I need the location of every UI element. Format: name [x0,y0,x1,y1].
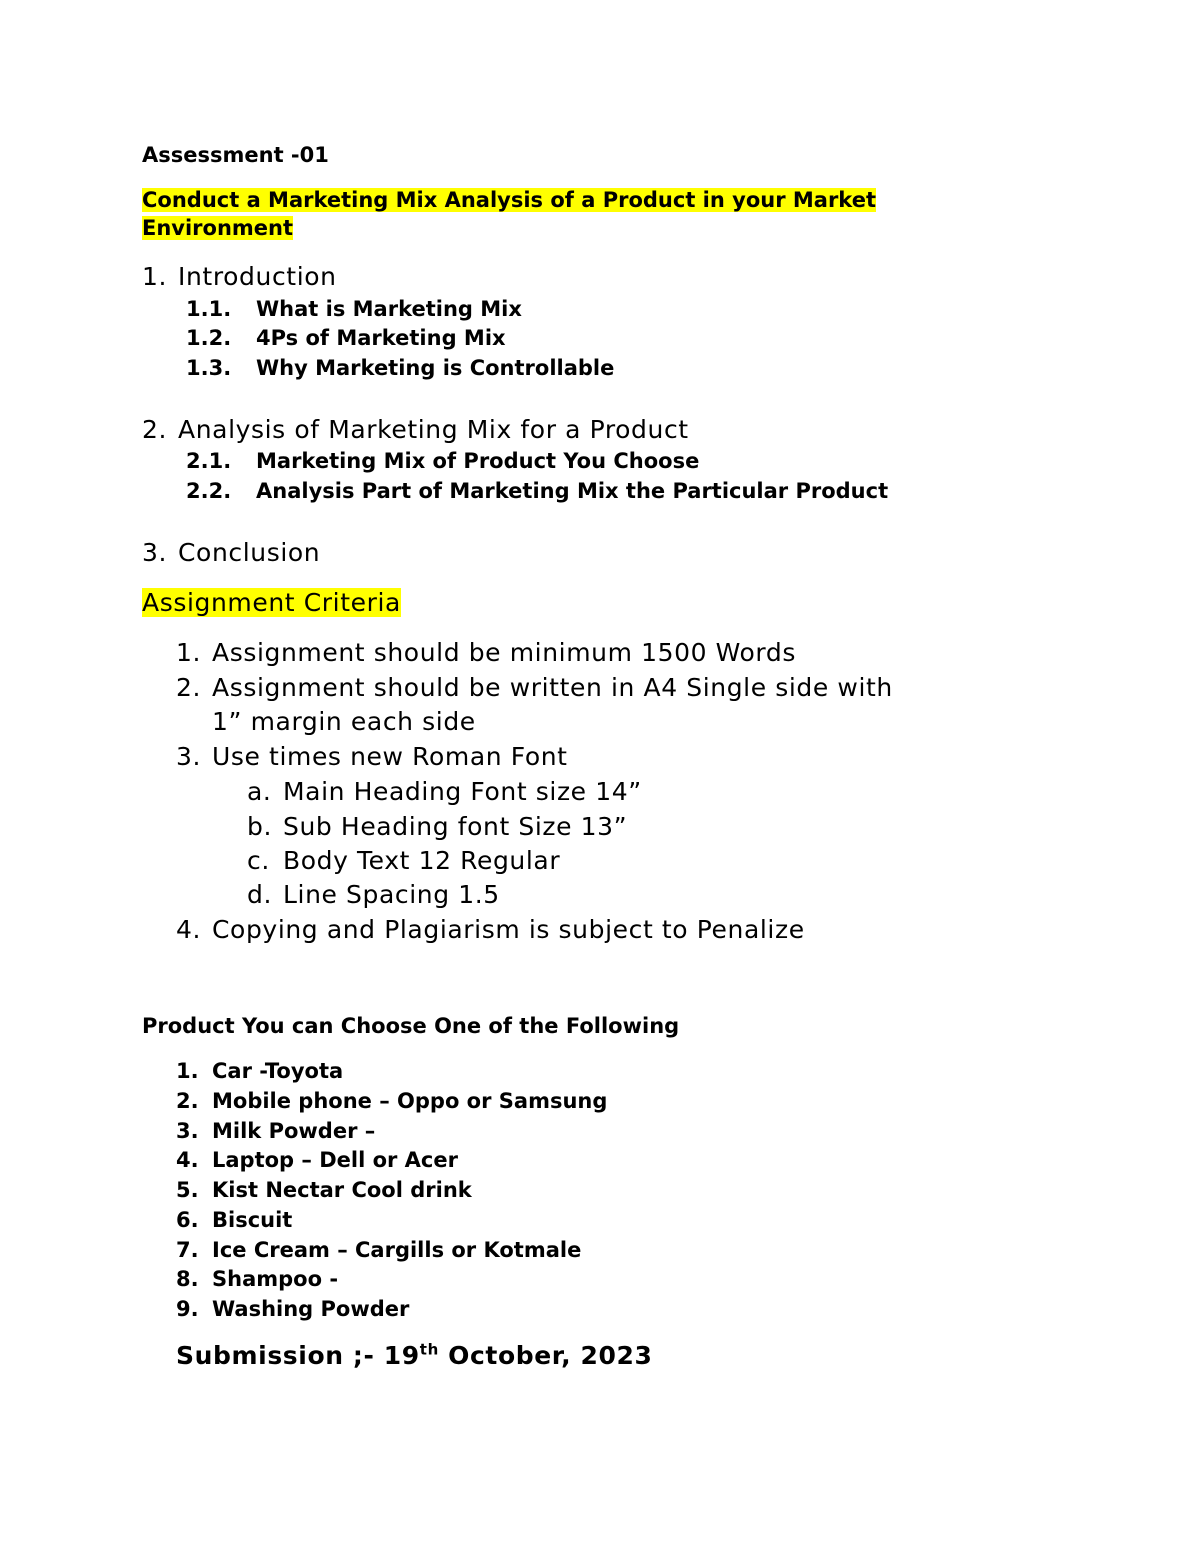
criteria-text: Copying and Plagiarism is subject to Penalize [212,915,805,944]
subitem-number: 1.2. [186,326,232,350]
criteria-text: Use times new Roman Font [212,742,568,771]
submission-label: Submission ;- 19 [176,1341,420,1370]
products-heading: Product You can Choose One of the Following [142,1014,680,1038]
subitem-number: 1.1. [186,297,232,321]
outline-subitem [186,449,699,473]
criteria-item-3 [176,742,568,771]
product-text: Laptop – Dell or Acer [212,1148,458,1172]
product-text: Milk Powder – [212,1119,376,1143]
subitem-number: 1.3. [186,356,232,380]
font-subitem-text: Sub Heading font Size 13” [283,812,628,841]
outline-subitem [186,356,614,380]
font-subitem-text: Line Spacing 1.5 [283,880,500,909]
product-item [176,1267,338,1291]
product-item [176,1059,343,1083]
subitem-text: Analysis Part of Marketing Mix the Particular Product [256,479,889,503]
outline-number: 3. [142,538,168,567]
outline-section-1 [142,262,337,291]
outline-number: 1. [142,262,168,291]
outline-title: Conclusion [178,538,321,567]
criteria-number: 4. [176,915,202,944]
product-text: Washing Powder [212,1297,410,1321]
product-text: Biscuit [212,1208,293,1232]
product-item [176,1119,375,1143]
criteria-item-4 [176,915,805,944]
criteria-number: 2. [176,673,202,702]
submission-date: October, 2023 [438,1341,653,1370]
font-subitem-text: Main Heading Font size 14” [283,777,642,806]
font-subitem-letter: d. [247,880,273,909]
product-text: Car -Toyota [212,1059,344,1083]
product-text: Shampoo - [212,1267,339,1291]
product-item [176,1148,458,1172]
criteria-heading [142,588,401,617]
subitem-text: Why Marketing is Controllable [256,356,615,380]
product-number: 5. [176,1178,199,1202]
product-number: 8. [176,1267,199,1291]
submission-line [176,1341,652,1370]
task-statement-cont [142,216,293,240]
product-item [176,1089,607,1113]
product-number: 6. [176,1208,199,1232]
criteria-number: 3. [176,742,202,771]
outline-subitem [186,326,506,350]
criteria-text: Assignment should be minimum 1500 Words [212,638,796,667]
font-subitem-text: Body Text 12 Regular [283,846,561,875]
product-text: Mobile phone – Oppo or Samsung [212,1089,608,1113]
font-subitem-c [247,846,560,875]
outline-title: Analysis of Marketing Mix for a Product [178,415,689,444]
task-line-2: Environment [142,216,294,240]
font-subitem-letter: a. [247,777,272,806]
font-subitem-b [247,812,627,841]
outline-subitem [186,479,888,503]
criteria-heading-text: Assignment Criteria [142,588,401,617]
product-number: 2. [176,1089,199,1113]
product-item [176,1178,472,1202]
assessment-title: Assessment -01 [142,143,329,167]
product-text: Ice Cream – Cargills or Kotmale [212,1238,582,1262]
product-item [176,1208,292,1232]
subitem-number: 2.1. [186,449,232,473]
product-number: 4. [176,1148,199,1172]
criteria-item-1 [176,638,796,667]
task-line-1: Conduct a Marketing Mix Analysis of a Product in your Market [142,188,876,212]
outline-number: 2. [142,415,168,444]
subitem-text: What is Marketing Mix [256,297,522,321]
product-number: 1. [176,1059,199,1083]
font-subitem-letter: b. [247,812,273,841]
outline-title: Introduction [178,262,337,291]
product-item [176,1238,581,1262]
product-item [176,1297,409,1321]
font-subitem-a [247,777,642,806]
outline-section-2 [142,415,689,444]
outline-subitem [186,297,522,321]
outline-section-3 [142,538,320,567]
submission-superscript: th [419,1340,439,1359]
criteria-item-2-continuation: 1” margin each side [212,707,476,736]
font-subitem-letter: c. [247,846,270,875]
subitem-text: Marketing Mix of Product You Choose [256,449,700,473]
product-number: 3. [176,1119,199,1143]
criteria-number: 1. [176,638,202,667]
criteria-text: Assignment should be written in A4 Single side with [212,673,893,702]
subitem-number: 2.2. [186,479,232,503]
font-subitem-d [247,880,500,909]
subitem-text: 4Ps of Marketing Mix [256,326,506,350]
task-statement [142,188,876,212]
product-text: Kist Nectar Cool drink [212,1178,472,1202]
product-number: 9. [176,1297,199,1321]
product-number: 7. [176,1238,199,1262]
criteria-item-2 [176,673,893,702]
